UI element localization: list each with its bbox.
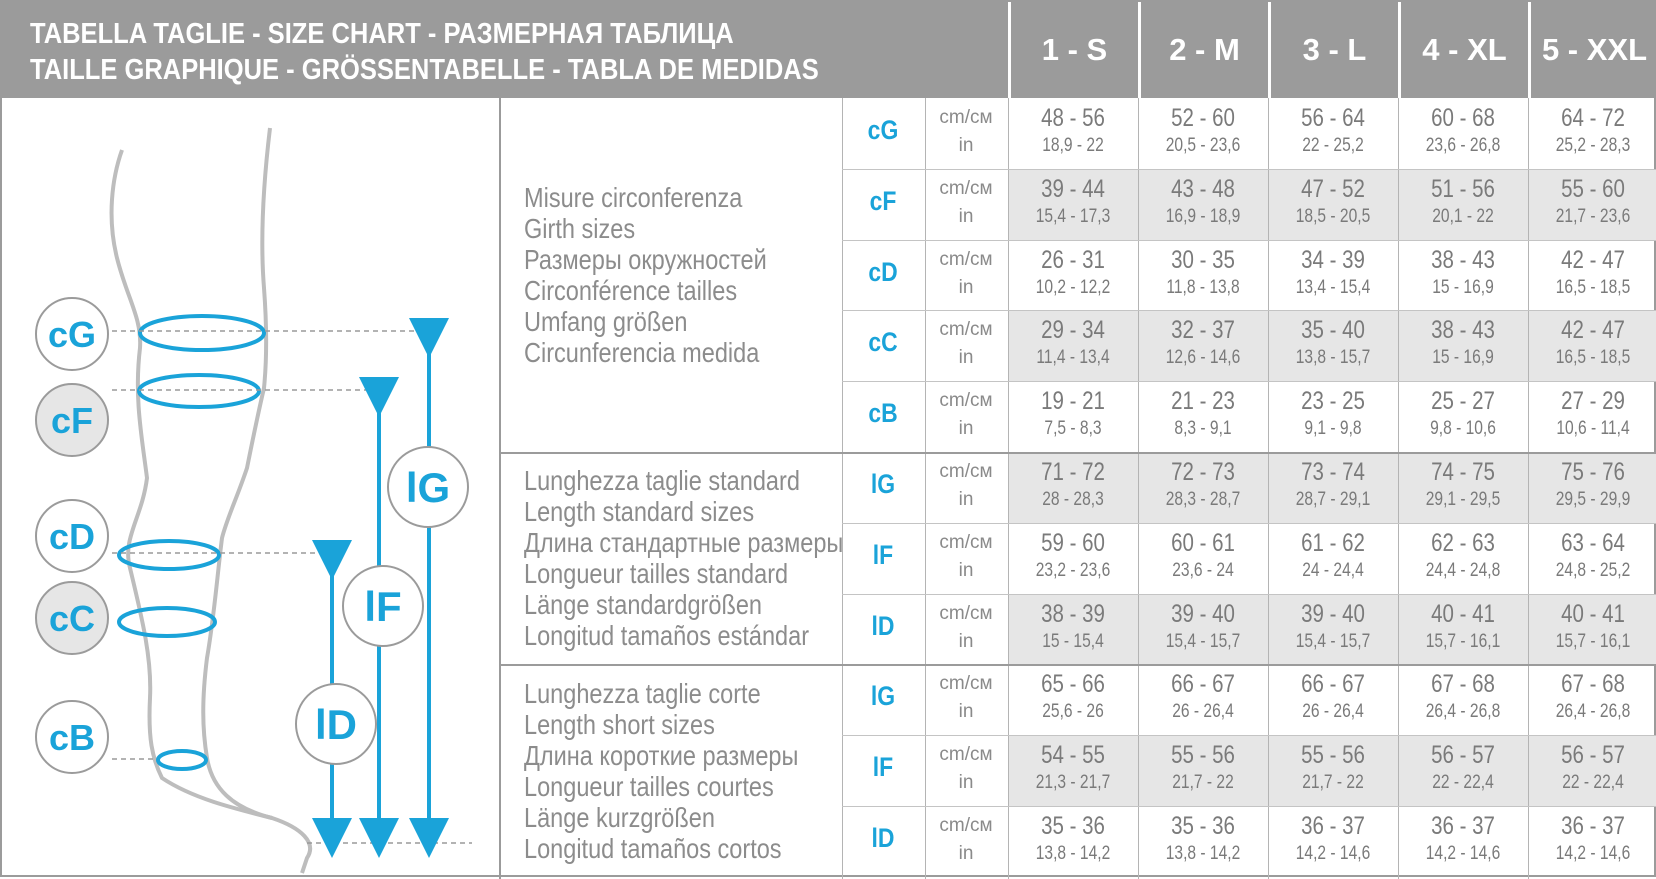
cell-in: 14,2 - 14,6 [1425,843,1501,864]
divider [499,664,1656,666]
cell-in: 13,4 - 15,4 [1295,276,1371,298]
cell-in: 21,7 - 22 [1172,772,1234,794]
cell-in: 24,4 - 24,8 [1425,559,1501,581]
size-cell [1268,811,1398,867]
row-code: lG [870,469,896,499]
cell-cm: 55 - 56 [1171,741,1235,770]
cell-in: 13,8 - 14,2 [1165,843,1241,864]
cell-cm: 25 - 27 [1431,387,1495,416]
cell-cm: 59 - 60 [1041,528,1105,557]
group-label-line: Lunghezza taglie standard [524,465,800,496]
cell-cm: 55 - 60 [1561,174,1625,203]
cell-in: 13,8 - 15,7 [1295,347,1371,369]
size-cell [1398,740,1528,796]
cell-in: 14,2 - 14,6 [1555,843,1631,864]
size-cell [1008,599,1138,655]
cell-in: 26,4 - 26,8 [1425,701,1501,723]
cell-in: 26 - 26,4 [1302,701,1364,723]
cell-cm: 30 - 35 [1171,245,1235,274]
cell-cm: 38 - 43 [1431,316,1495,345]
cell-cm: 55 - 56 [1301,741,1365,770]
cell-in: 22 - 22,4 [1562,772,1624,794]
size-cell [1138,245,1268,301]
badge-cD-label: cD [48,516,96,557]
size-cell [1008,740,1138,796]
unit-labels [925,812,1007,868]
unit-cm: cm/см [939,390,993,412]
badge-lD [296,684,376,764]
size-cell [1138,599,1268,655]
cell-cm: 38 - 43 [1431,245,1495,274]
unit-in: in [958,701,974,723]
row-code: cF [869,185,897,216]
cell-cm: 39 - 44 [1041,174,1105,203]
unit-labels [925,175,1007,231]
cell-cm: 61 - 62 [1301,528,1365,557]
cell-cm: 29 - 34 [1041,316,1105,345]
cell-in: 15 - 16,9 [1432,276,1494,298]
group-label-line: Длина стандартные размеры [524,527,844,558]
group-label-line: Length short sizes [524,709,715,740]
row-code: cG [867,115,899,145]
header-bar [2,2,1656,98]
size-cell [1528,174,1656,230]
cell-in: 21,7 - 22 [1302,772,1364,794]
cell-in: 25,2 - 28,3 [1555,135,1631,156]
size-cell [1268,599,1398,655]
group-label-line: Longitud tamaños cortos [524,833,782,864]
divider [842,240,1656,241]
cell-in: 21,3 - 21,7 [1035,772,1111,794]
loop-cC [119,608,215,636]
unit-in: in [958,135,974,156]
cell-in: 18,9 - 22 [1042,135,1104,156]
cell-in: 8,3 - 9,1 [1174,418,1232,440]
cell-cm: 36 - 37 [1301,812,1365,840]
cell-cm: 71 - 72 [1041,458,1105,486]
size-cell [1008,811,1138,867]
group-label-line: Länge kurzgrößen [524,802,715,833]
size-cell [1528,599,1656,655]
badge-cB-label: cB [48,717,96,758]
unit-cm: cm/см [939,177,993,199]
cell-cm: 60 - 68 [1431,104,1495,132]
cell-in: 15,4 - 15,7 [1165,630,1241,652]
unit-in: in [958,843,974,864]
badge-cF-label: cF [50,400,94,441]
divider [842,735,1656,736]
cell-in: 29,5 - 29,9 [1555,489,1631,510]
cell-in: 16,5 - 18,5 [1555,347,1631,369]
cell-cm: 63 - 64 [1561,528,1625,557]
unit-in: in [958,630,974,652]
unit-labels [925,104,1007,160]
size-cell [1138,103,1268,159]
cell-cm: 74 - 75 [1431,458,1495,486]
size-cell [1268,174,1398,230]
cell-cm: 65 - 66 [1041,670,1105,699]
cell-in: 16,9 - 18,9 [1165,205,1241,227]
unit-cm: cm/см [939,815,993,836]
cell-cm: 32 - 37 [1171,316,1235,345]
size-cell [1528,669,1656,725]
cell-in: 24 - 24,4 [1302,559,1364,581]
cell-cm: 54 - 55 [1041,741,1105,770]
size-cell [1528,245,1656,301]
divider [842,169,1656,170]
size-cell [1268,669,1398,725]
group-label-2 [524,465,843,651]
cell-in: 10,6 - 11,4 [1556,418,1630,440]
cell-cm: 47 - 52 [1301,174,1365,203]
unit-labels [925,316,1007,372]
unit-cm: cm/см [939,531,993,553]
unit-labels [925,529,1007,585]
cell-in: 18,5 - 20,5 [1295,205,1371,227]
cell-in: 15,7 - 16,1 [1555,630,1631,652]
cell-cm: 67 - 68 [1431,670,1495,699]
group-label-line: Размеры окружностей [524,244,767,275]
cell-cm: 35 - 36 [1041,812,1105,840]
cell-in: 11,4 - 13,4 [1036,347,1110,369]
size-cell [1528,811,1656,867]
cell-in: 28 - 28,3 [1042,489,1104,510]
row-code: lF [872,752,894,783]
cell-cm: 66 - 67 [1301,670,1365,699]
divider [842,310,1656,311]
size-cell [1008,174,1138,230]
cell-in: 22 - 25,2 [1302,135,1364,156]
cell-cm: 67 - 68 [1561,670,1625,699]
size-cell [1268,457,1398,513]
size-cell [1008,528,1138,584]
size-cell [1008,315,1138,371]
unit-in: in [958,559,974,581]
unit-cm: cm/см [939,107,993,128]
cell-cm: 23 - 25 [1301,387,1365,416]
unit-labels [925,741,1007,797]
group-label-line: Длина короткие размеры [524,740,799,771]
size-cell [1398,103,1528,159]
row-code: lD [871,610,895,641]
size-cell [1138,457,1268,513]
badge-cC-label: cC [48,598,96,639]
group-label-3 [524,678,798,864]
cell-in: 20,5 - 23,6 [1165,135,1241,156]
cell-cm: 40 - 41 [1431,599,1495,628]
cell-cm: 39 - 40 [1171,599,1235,628]
size-cell [1008,457,1138,513]
cell-cm: 56 - 57 [1431,741,1495,770]
size-cell [1398,528,1528,584]
cell-cm: 27 - 29 [1561,387,1625,416]
cell-in: 29,1 - 29,5 [1425,489,1501,510]
cell-cm: 56 - 64 [1301,104,1365,132]
badge-cC [36,582,108,654]
unit-labels [925,600,1007,656]
cell-in: 20,1 - 22 [1432,205,1494,227]
size-cell [1528,528,1656,584]
group-label-line: Lunghezza taglie corte [524,678,761,709]
size-cell [1398,315,1528,371]
size-cell [1138,740,1268,796]
size-cell [1398,174,1528,230]
cell-in: 15 - 16,9 [1432,347,1494,369]
loop-cG [140,316,264,350]
cell-cm: 35 - 40 [1301,316,1365,345]
unit-labels [925,246,1007,302]
cell-cm: 36 - 37 [1561,812,1625,840]
badge-cG-label: cG [47,314,97,355]
group-label-line: Longitud tamaños estándar [524,620,810,651]
cell-in: 23,6 - 24 [1172,559,1234,581]
size-cell [1268,386,1398,442]
size-cell [1528,103,1656,159]
unit-cm: cm/см [939,673,993,695]
size-cell [1398,599,1528,655]
size-cell [1268,528,1398,584]
header-title-line1: TABELLA TAGLIE - SIZE CHART - РАЗМЕРНАЯ ТАБЛИЦА [30,18,734,50]
badge-lD-label: lD [315,701,357,748]
cell-in: 16,5 - 18,5 [1555,276,1631,298]
row-code: cB [868,398,898,429]
size-cell [1398,245,1528,301]
group-label-1 [524,182,767,368]
cell-in: 23,6 - 26,8 [1425,135,1501,156]
size-header-2: 2 - M [1138,2,1268,98]
cell-cm: 40 - 41 [1561,599,1625,628]
unit-cm: cm/см [939,248,993,270]
size-cell [1138,174,1268,230]
divider [842,806,1656,807]
cell-cm: 26 - 31 [1041,245,1105,274]
cell-in: 15,7 - 16,1 [1425,630,1501,652]
size-header-4: 4 - XL [1398,2,1528,98]
cell-in: 22 - 22,4 [1432,772,1494,794]
unit-in: in [958,772,974,794]
cell-in: 9,8 - 10,6 [1430,418,1496,440]
size-cell [1268,315,1398,371]
unit-in: in [958,205,974,227]
size-cell [1528,457,1656,513]
cell-in: 7,5 - 8,3 [1044,418,1102,440]
size-cell [1008,669,1138,725]
unit-cm: cm/см [939,602,993,624]
divider [842,594,1656,595]
cell-cm: 62 - 63 [1431,528,1495,557]
cell-in: 26,4 - 26,8 [1555,701,1631,723]
size-cell [1138,528,1268,584]
cell-cm: 42 - 47 [1561,245,1625,274]
size-cell [1528,740,1656,796]
badge-cG [36,298,108,370]
cell-in: 14,2 - 14,6 [1295,843,1371,864]
cell-cm: 43 - 48 [1171,174,1235,203]
group-label-line: Longueur tailles courtes [524,771,774,802]
group-label-line: Longueur tailles standard [524,558,789,589]
badge-cF [36,384,108,456]
unit-in: in [958,418,974,440]
size-cell [1528,386,1656,442]
size-cell [1008,245,1138,301]
cell-in: 28,3 - 28,7 [1165,489,1241,510]
size-cell [1398,669,1528,725]
unit-labels [925,670,1007,726]
unit-in: in [958,489,974,510]
unit-in: in [958,347,974,369]
size-cell [1008,103,1138,159]
row-code: lF [872,539,894,570]
badge-cB [36,701,108,773]
cell-in: 10,2 - 12,2 [1035,276,1111,298]
size-cell [1138,386,1268,442]
divider [842,523,1656,524]
cell-cm: 39 - 40 [1301,599,1365,628]
cell-cm: 34 - 39 [1301,245,1365,274]
size-cell [1138,811,1268,867]
leg-outline-back [203,128,272,818]
cell-in: 21,7 - 23,6 [1555,205,1631,227]
size-cell [1138,315,1268,371]
unit-in: in [958,276,974,298]
badge-lF [343,566,423,646]
group-label-line: Circunferencia medida [524,337,760,368]
cell-in: 13,8 - 14,2 [1035,843,1111,864]
size-cell [1268,740,1398,796]
cell-in: 24,8 - 25,2 [1555,559,1631,581]
cell-cm: 56 - 57 [1561,741,1625,770]
unit-cm: cm/см [939,744,993,766]
group-label-line: Länge standardgrößen [524,589,762,620]
leg-diagram [2,98,499,877]
badge-lG-label: lG [405,464,451,511]
size-cell [1528,315,1656,371]
cell-cm: 73 - 74 [1301,458,1365,486]
unit-labels [925,458,1007,514]
header-title [30,16,819,88]
size-header-5: 5 - XXL [1528,2,1656,98]
cell-in: 12,6 - 14,6 [1165,347,1241,369]
cell-in: 9,1 - 9,8 [1304,418,1362,440]
group-label-line: Circonférence tailles [524,275,738,306]
loop-cB [158,751,206,769]
row-code: lD [871,823,895,853]
cell-cm: 38 - 39 [1041,599,1105,628]
size-cell [1268,245,1398,301]
cell-cm: 36 - 37 [1431,812,1495,840]
cell-in: 25,6 - 26 [1042,701,1104,723]
cell-cm: 51 - 56 [1431,174,1495,203]
row-code: lG [870,681,896,712]
cell-cm: 35 - 36 [1171,812,1235,840]
cell-in: 11,8 - 13,8 [1166,276,1240,298]
cell-cm: 72 - 73 [1171,458,1235,486]
cell-in: 26 - 26,4 [1172,701,1234,723]
cell-cm: 60 - 61 [1171,528,1235,557]
badge-lG [388,447,468,527]
cell-in: 15 - 15,4 [1042,630,1104,652]
size-header-3: 3 - L [1268,2,1398,98]
group-label-line: Length standard sizes [524,496,755,527]
cell-cm: 64 - 72 [1561,104,1625,132]
group-label-line: Misure circonferenza [524,182,743,213]
unit-cm: cm/см [939,319,993,341]
divider [842,381,1656,382]
size-cell [1398,457,1528,513]
row-code: cD [868,256,898,287]
size-cell [1398,811,1528,867]
cell-cm: 21 - 23 [1171,387,1235,416]
unit-labels [925,387,1007,443]
group-label-line: Umfang größen [524,306,688,337]
cell-in: 15,4 - 15,7 [1295,630,1371,652]
cell-cm: 75 - 76 [1561,458,1625,486]
leg-outline [112,150,311,873]
row-code: cC [868,327,898,358]
size-cell [1008,386,1138,442]
cell-cm: 52 - 60 [1171,104,1235,132]
badge-cD [36,500,108,572]
header-title-line2: TAILLE GRAPHIQUE - GRÖSSENTABELLE - TABLA DE MEDIDAS [30,54,819,86]
cell-in: 23,2 - 23,6 [1035,559,1111,581]
cell-in: 28,7 - 29,1 [1295,489,1371,510]
badge-lF-label: lF [364,583,402,630]
group-label-line: Girth sizes [524,213,636,244]
cell-in: 15,4 - 17,3 [1035,205,1111,227]
size-cell [1398,386,1528,442]
divider [499,98,501,879]
size-header-1: 1 - S [1008,2,1138,98]
loop-cF [139,375,259,407]
cell-cm: 19 - 21 [1041,387,1105,416]
cell-cm: 48 - 56 [1041,104,1105,132]
loop-cD [119,541,219,569]
size-cell [1268,103,1398,159]
divider [499,452,1656,454]
unit-cm: cm/см [939,461,993,482]
cell-cm: 66 - 67 [1171,670,1235,699]
cell-cm: 42 - 47 [1561,316,1625,345]
size-cell [1138,669,1268,725]
